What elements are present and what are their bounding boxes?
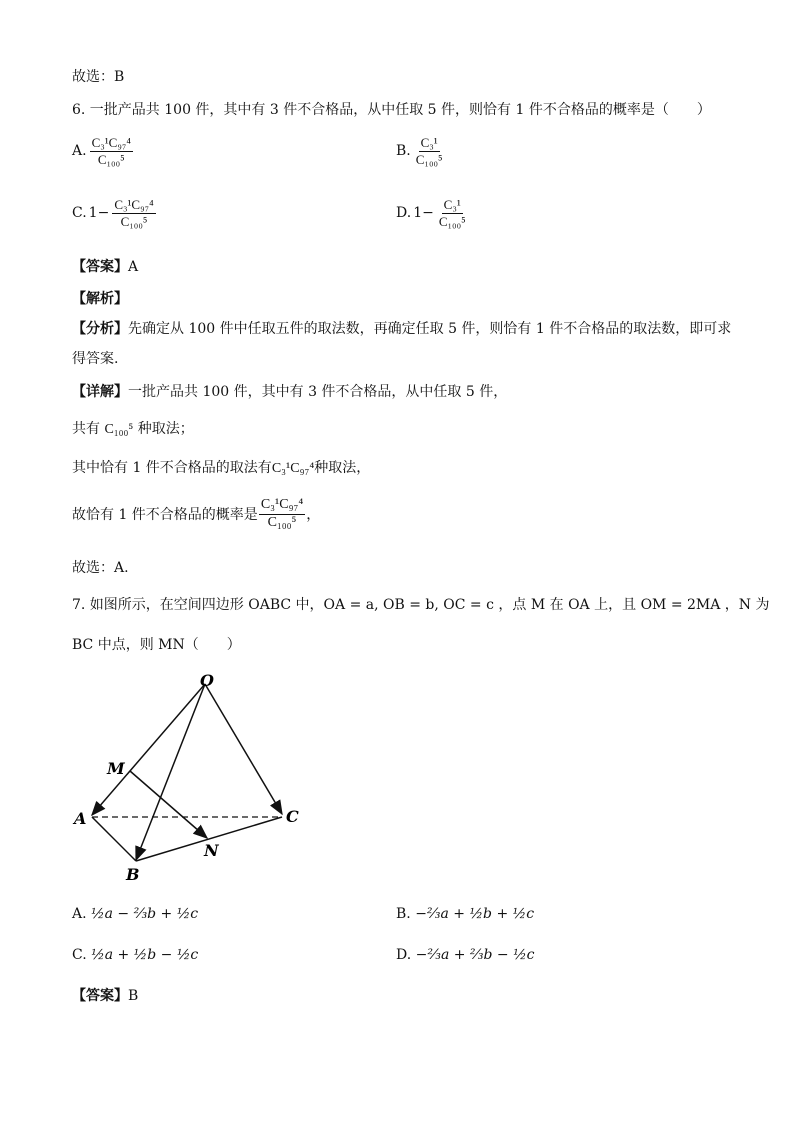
q6-analysis-tag: 【解析】: [72, 291, 128, 307]
label-M: M: [107, 759, 125, 778]
prev-answer-line: 故选：B: [72, 69, 125, 85]
q6-xiangjie-line: [72, 381, 507, 401]
xiangjie-tag: 【详解】: [72, 384, 128, 400]
q6-option-c[interactable]: [72, 198, 157, 228]
label-O: O: [200, 671, 214, 690]
q6-stem: 6. 一批产品共 100 件，其中有 3 件不合格品，从中任取 5 件，则恰有 1 件不合格品的概率是（ ）: [72, 102, 711, 118]
fraction-denominator: C₁₀₀⁵: [415, 151, 443, 167]
total-expr: C₁₀₀⁵: [104, 422, 134, 437]
option-prefix: 1−: [413, 205, 434, 222]
option-label: A.: [72, 906, 87, 922]
fenxi-tag: 【分析】: [72, 321, 128, 337]
label-N: N: [204, 841, 219, 860]
option-fraction: [414, 136, 445, 166]
xiangjie-text: 一批产品共 100 件，其中有 3 件不合格品，从中任取 5 件，: [128, 384, 508, 400]
answer-value: A: [128, 259, 139, 275]
option-label: A.: [72, 143, 87, 160]
vector-MN: [130, 771, 207, 838]
total-pre: 共有: [72, 421, 100, 437]
q7-option-c[interactable]: [72, 947, 198, 963]
q7-option-a[interactable]: [72, 906, 198, 922]
q6-favorable-line: [72, 457, 370, 477]
q7-stem-line1: 7. 如图所示，在空间四边形 OABC 中，OA = a, OB = b, OC = c ，点 M 在 OA 上，且 OM = 2MA ，N 为: [72, 597, 770, 613]
fraction-denominator: C₁₀₀⁵: [267, 514, 297, 530]
q7-stem-line2: BC 中点，则 MN（ ）: [72, 637, 241, 653]
option-prefix: 1−: [88, 205, 110, 222]
fraction-denominator: C₁₀₀⁵: [97, 151, 125, 167]
option-expr: ½a + ½b − ½c: [91, 947, 199, 963]
q6-fenxi-line1: [72, 318, 731, 338]
q7-option-d[interactable]: [396, 947, 535, 963]
fav-pre: 其中恰有 1 件不合格品的取法有: [72, 460, 272, 476]
q7-answer: [72, 985, 138, 1005]
edge-AB: [92, 817, 136, 861]
fraction-numerator: C₃¹: [443, 197, 461, 212]
fav-expr: C₃¹C₉₇⁴: [271, 461, 315, 476]
prob-fraction: [259, 498, 305, 530]
fraction-numerator: C₃¹: [420, 135, 438, 150]
q6-fenxi-line2: 得答案.: [72, 351, 119, 367]
label-C: C: [286, 807, 299, 826]
fraction-numerator: C₃¹C₉₇⁴: [114, 197, 154, 212]
q6-probability-line: [72, 498, 320, 530]
fav-post: 种取法，: [314, 460, 371, 476]
option-label: C.: [72, 947, 87, 963]
option-expr: ½a − ⅔b + ½c: [91, 906, 199, 922]
prob-pre: 故恰有 1 件不合格品的概率是: [72, 507, 258, 524]
vector-OC: [205, 684, 282, 814]
option-fraction: [112, 198, 155, 228]
answer-tag: 【答案】: [72, 259, 128, 275]
label-A: A: [74, 809, 87, 828]
fraction-numerator: C₃¹C₉₇⁴: [91, 135, 131, 150]
q6-option-d[interactable]: [396, 198, 469, 228]
option-label: D.: [396, 947, 412, 963]
fraction-numerator: C₃¹C₉₇⁴: [259, 498, 305, 515]
q6-option-a[interactable]: [72, 136, 134, 166]
option-fraction: [437, 198, 468, 228]
total-post: 种取法；: [137, 421, 194, 437]
option-fraction: [90, 136, 133, 166]
option-label: B.: [396, 906, 411, 922]
prob-post: ，: [306, 507, 321, 524]
option-label: D.: [396, 205, 412, 222]
q6-answer: [72, 256, 138, 276]
fraction-denominator: C₁₀₀⁵: [438, 213, 466, 229]
answer-value: B: [128, 988, 139, 1004]
answer-tag: 【答案】: [72, 988, 128, 1004]
option-expr: −⅔a + ⅔b − ½c: [415, 947, 535, 963]
option-label: C.: [72, 205, 87, 222]
label-B: B: [126, 865, 140, 884]
q6-option-b[interactable]: [396, 136, 446, 166]
q6-total-line: [72, 418, 194, 438]
vector-OA: [92, 684, 205, 815]
fraction-denominator: C₁₀₀⁵: [120, 213, 148, 229]
q7-option-b[interactable]: [396, 906, 534, 922]
tetrahedron-figure: [70, 668, 310, 888]
fenxi-text: 先确定从 100 件中任取五件的取法数，再确定任取 5 件，则恰有 1 件不合格品的取法数，即可求: [128, 321, 732, 337]
option-expr: −⅔a + ½b + ½c: [415, 906, 535, 922]
vector-OB: [136, 684, 205, 860]
option-label: B.: [396, 143, 411, 160]
q6-final: 故选：A.: [72, 560, 129, 576]
